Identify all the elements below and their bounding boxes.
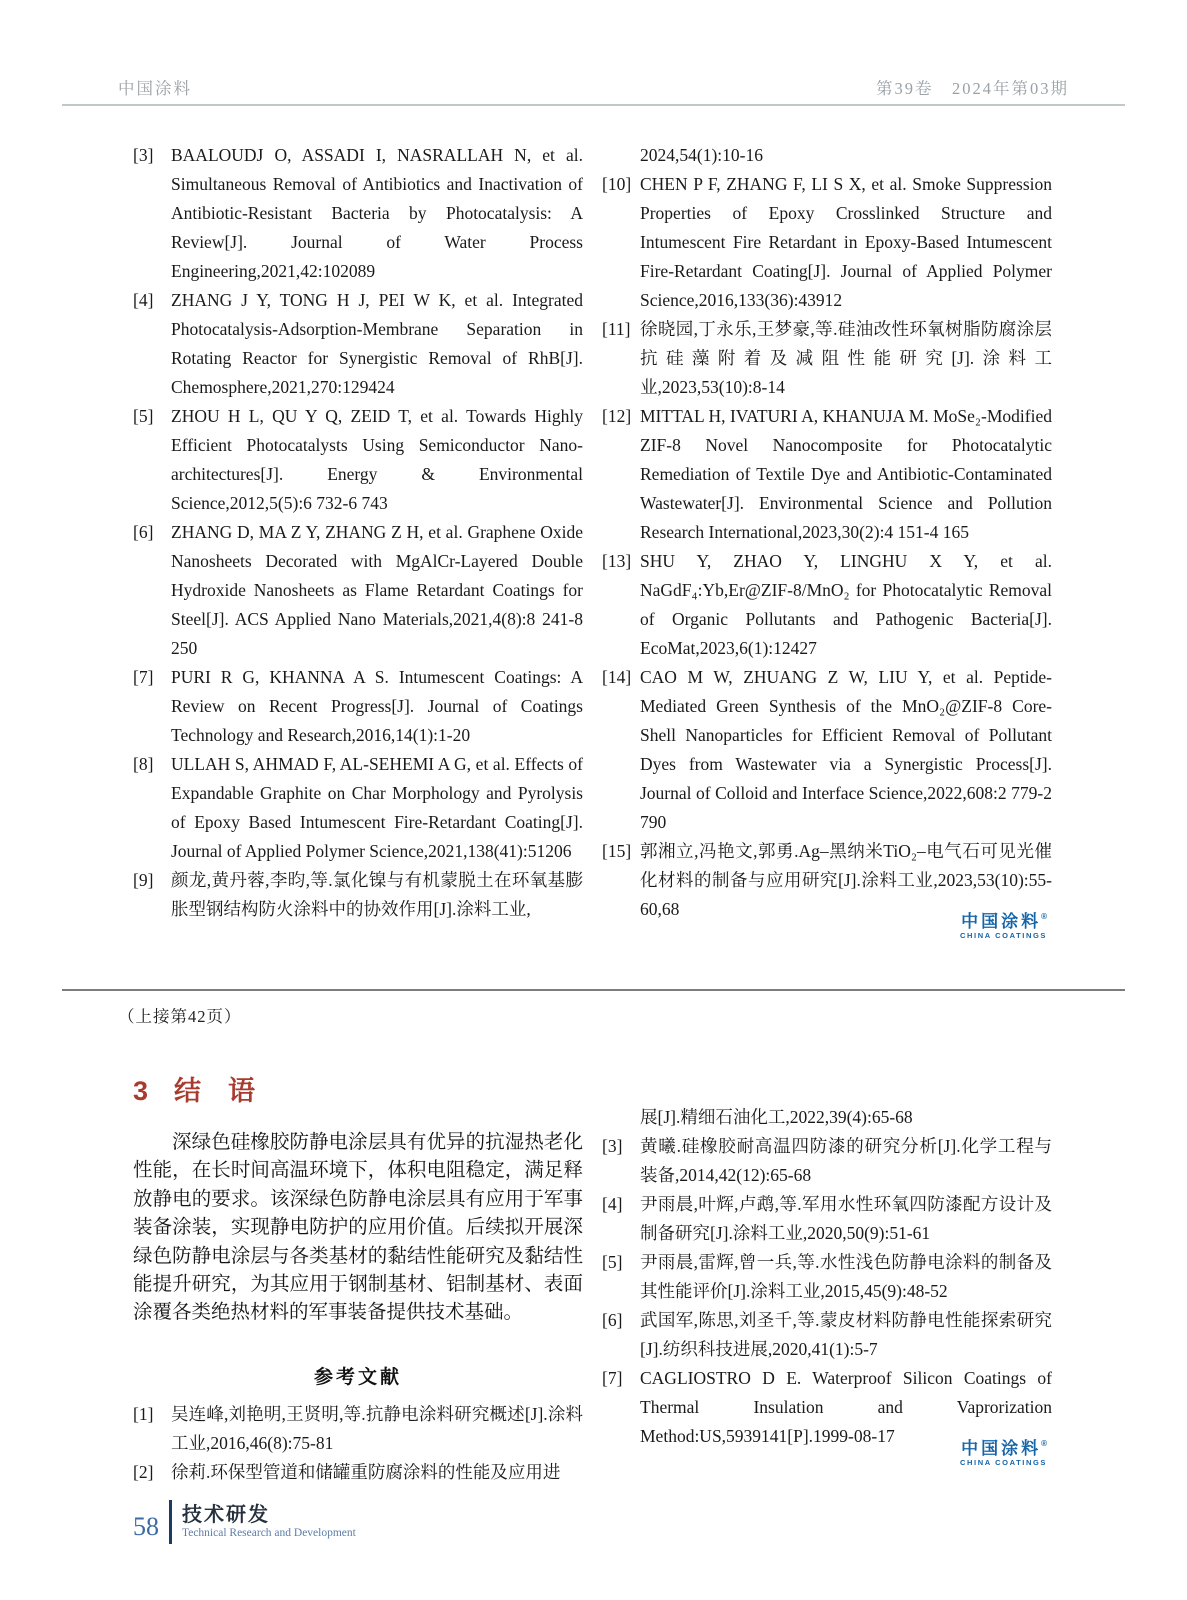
reference-number: [6]: [133, 522, 154, 542]
reference-number: [13]: [602, 551, 632, 571]
bottom-references-right-column: [602, 1078, 1052, 1487]
continuation-note: （上接第42页）: [118, 1007, 242, 1026]
conclusion-left-column: [133, 1078, 583, 1487]
footer-titles: [182, 1500, 356, 1544]
reference-item: [133, 1400, 583, 1458]
reference-number: [4]: [602, 1194, 623, 1214]
reference-text: 颜龙,黄丹蓉,李昀,等.氯化镍与有机蒙脱土在环氧基膨胀型钢结构防火涂料中的协效作用[J].涂料工业,: [171, 870, 583, 919]
reference-item: [602, 402, 1052, 547]
reference-number: [9]: [133, 870, 154, 890]
reference-number: [7]: [133, 667, 154, 687]
logo-english-text: CHINA COATINGS: [960, 1458, 1047, 1467]
reference-text: 尹雨晨,叶辉,卢鹉,等.军用水性环氧四防漆配方设计及制备研究[J].涂料工业,2020,50(9):51-61: [640, 1194, 1052, 1243]
logo-chinese-text: 中国涂料®: [961, 912, 1047, 931]
reference-text: BAALOUDJ O, ASSADI I, NASRALLAH N, et al. Simultaneous Removal of Antibiotics and Inactivation of Antibiotic-Resistant Bacteria by Photocatalysis: A Review[J]. Journal of Water Process Engineering,2021,42:102089: [171, 145, 583, 281]
section-divider-rule: [62, 989, 1125, 991]
reference-item: [602, 1364, 1052, 1451]
reference-text: CHEN P F, ZHANG F, LI S X, et al. Smoke Suppression Properties of Epoxy Crosslinked Structure and Intumescent Fire Retardant in Epoxy-Based Intumescent Fire-Retardant Coating[J]. Journal of Applied Polymer Science,2016,133(36):43912: [640, 174, 1052, 310]
reference-text: 尹雨晨,雷辉,曾一兵,等.水性浅色防静电涂料的制备及其性能评价[J].涂料工业,2015,45(9):48-52: [640, 1252, 1052, 1301]
reference-text: ULLAH S, AHMAD F, AL-SEHEMI A G, et al. Effects of Expandable Graphite on Char Morphology and Pyrolysis of Epoxy Based Intumescent Fire-Retardant Coating[J]. Journal of Applied Polymer Science,2021,138(41):51206: [171, 754, 583, 861]
reference-item: [602, 315, 1052, 402]
reference-item: [602, 141, 1052, 170]
reference-item: [133, 1458, 583, 1487]
page-number: 58: [133, 1512, 159, 1541]
reference-text: ZHANG J Y, TONG H J, PEI W K, et al. Integrated Photocatalysis-Adsorption-Membrane Separation in Rotating Reactor for Synergistic Removal of RhB[J]. Chemosphere,2021,270:129424: [171, 290, 583, 397]
reference-item: [602, 170, 1052, 315]
reference-item: [133, 402, 583, 518]
reference-number: [10]: [602, 174, 632, 194]
reference-item: [602, 1306, 1052, 1364]
reference-item: [133, 750, 583, 866]
references-heading: 参考文献: [313, 1366, 402, 1388]
reference-item: [602, 1248, 1052, 1306]
reference-text: 展[J].精细石油化工,2022,39(4):65-68: [640, 1107, 913, 1127]
reference-text: ZHANG D, MA Z Y, ZHANG Z H, et al. Graphene Oxide Nanosheets Decorated with MgAlCr-Layered Double Hydroxide Nanosheets as Flame Retardant Coatings for Steel[J]. ACS Applied Nano Materials,2021,4(8):8 241-8 250: [171, 522, 583, 658]
reference-text: CAO M W, ZHUANG Z W, LIU Y, et al. Peptide-Mediated Green Synthesis of the MnO₂@ZIF-8 Core-Shell Nanoparticles for Efficient Removal of Pollutant Dyes from Wastewater via a Synergistic Process[J]. Journal of Colloid and Interface Science,2022,608:2 779-2 790: [640, 667, 1052, 832]
reference-item: [133, 286, 583, 402]
reference-text: 黄曦.硅橡胶耐高温四防漆的研究分析[J].化学工程与装备,2014,42(12):65-68: [640, 1136, 1052, 1185]
reference-text: 吴连峰,刘艳明,王贤明,等.抗静电涂料研究概述[J].涂料工业,2016,46(8):75-81: [171, 1403, 583, 1453]
top-references-right-column: [602, 141, 1052, 924]
reference-text: 徐晓园,丁永乐,王梦豪,等.硅油改性环氧树脂防腐涂层抗硅藻附着及减阻性能研究[J].涂料工业,2023,53(10):8-14: [640, 319, 1052, 397]
logo-chinese-text: 中国涂料®: [961, 1439, 1047, 1458]
reference-text: CAGLIOSTRO D E. Waterproof Silicon Coatings of Thermal Insulation and Vaprorization Method:US,5939141[P].1999-08-17: [640, 1368, 1052, 1446]
footer-section-title: 技术研发: [182, 1504, 270, 1527]
reference-number: [2]: [133, 1461, 154, 1482]
reference-item: [133, 866, 583, 924]
reference-number: [5]: [602, 1252, 623, 1272]
reference-text: 徐莉.环保型管道和储罐重防腐涂料的性能及应用进: [171, 1461, 561, 1482]
reference-item: [133, 518, 583, 663]
reference-number: [1]: [133, 1403, 154, 1424]
china-coatings-logo: [960, 1440, 1047, 1467]
reference-number: [12]: [602, 406, 632, 426]
reference-item: [602, 1103, 1052, 1132]
reference-number: [11]: [602, 319, 631, 339]
issue-info: 第39卷 2024年第03期: [876, 79, 1069, 98]
reference-text: MITTAL H, IVATURI A, KHANUJA M. MoSe₂-Modified ZIF-8 Novel Nanocomposite for Photocatalytic Remediation of Textile Dye and Antibiotic-Contaminated Wastewater[J]. Environmental Science and Pollution Research International,2023,30(2):4 151-4 165: [640, 406, 1052, 542]
journal-name: 中国涂料: [118, 79, 192, 98]
reference-item: [602, 547, 1052, 663]
reference-item: [133, 141, 583, 286]
reference-number: [7]: [602, 1368, 623, 1388]
reference-text: 武国军,陈思,刘圣千,等.蒙皮材料防静电性能探索研究[J].纺织科技进展,2020,41(1):5-7: [640, 1310, 1052, 1359]
reference-text: 2024,54(1):10-16: [640, 145, 763, 165]
footer-section-subtitle: Technical Research and Development: [182, 1527, 356, 1540]
section-title: 结 语: [174, 1076, 256, 1106]
reference-number: [14]: [602, 667, 632, 687]
reference-number: [4]: [133, 290, 154, 310]
reference-number: [15]: [602, 841, 632, 861]
reference-item: [602, 1190, 1052, 1248]
reference-text: 郭湘立,冯艳文,郭勇.Ag–黑纳米TiO₂–电气石可见光催化材料的制备与应用研究[J].涂料工业,2023,53(10):55-60,68: [640, 841, 1052, 919]
page-footer: [133, 1500, 356, 1544]
registered-trademark-mark: ®: [1041, 912, 1047, 921]
top-references-left-column: [133, 141, 583, 924]
section-heading: [133, 1078, 583, 1105]
china-coatings-logo: [960, 913, 1047, 940]
registered-trademark-mark: ®: [1041, 1439, 1047, 1448]
reference-number: [3]: [602, 1136, 623, 1156]
reference-number: [6]: [602, 1310, 623, 1330]
reference-item: [133, 663, 583, 750]
footer-divider-bar: [169, 1500, 172, 1544]
reference-item: [602, 1132, 1052, 1190]
conclusion-section: [133, 1078, 1053, 1487]
top-reference-section: [133, 141, 1053, 924]
reference-item: [602, 837, 1052, 924]
reference-text: PURI R G, KHANNA A S. Intumescent Coatings: A Review on Recent Progress[J]. Journal of Coatings Technology and Research,2016,14(1):1-20: [171, 667, 583, 745]
reference-text: SHU Y, ZHAO Y, LINGHU X Y, et al. NaGdF₄:Yb,Er@ZIF-8/MnO₂ for Photocatalytic Removal of Organic Pollutants and Pathogenic Bacteria[J]. EcoMat,2023,6(1):12427: [640, 551, 1052, 658]
logo-english-text: CHINA COATINGS: [960, 931, 1047, 940]
reference-number: [8]: [133, 754, 154, 774]
conclusion-paragraph: 深绿色硅橡胶防静电涂层具有优异的抗湿热老化性能，在长时间高温环境下，体积电阻稳定，满足释放静电的要求。该深绿色防静电涂层具有应用于军事装备涂装，实现静电防护的应用价值。后续拟开展深绿色防静电涂层与各类基材的黏结性能研究及黏结性能提升研究，为其应用于钢制基材、铝制基材、表面涂覆各类绝热材料的军事装备提供技术基础。: [133, 1132, 583, 1324]
section-number: 3: [133, 1076, 149, 1106]
reference-number: [3]: [133, 145, 154, 165]
reference-item: [602, 663, 1052, 837]
page-header: [62, 80, 1125, 106]
reference-text: ZHOU H L, QU Y Q, ZEID T, et al. Towards Highly Efficient Photocatalysts Using Semiconductor Nano-architectures[J]. Energy & Environmental Science,2012,5(5):6 732-6 743: [171, 406, 583, 513]
reference-number: [5]: [133, 406, 154, 426]
bottom-references-left-list: [133, 1400, 583, 1487]
